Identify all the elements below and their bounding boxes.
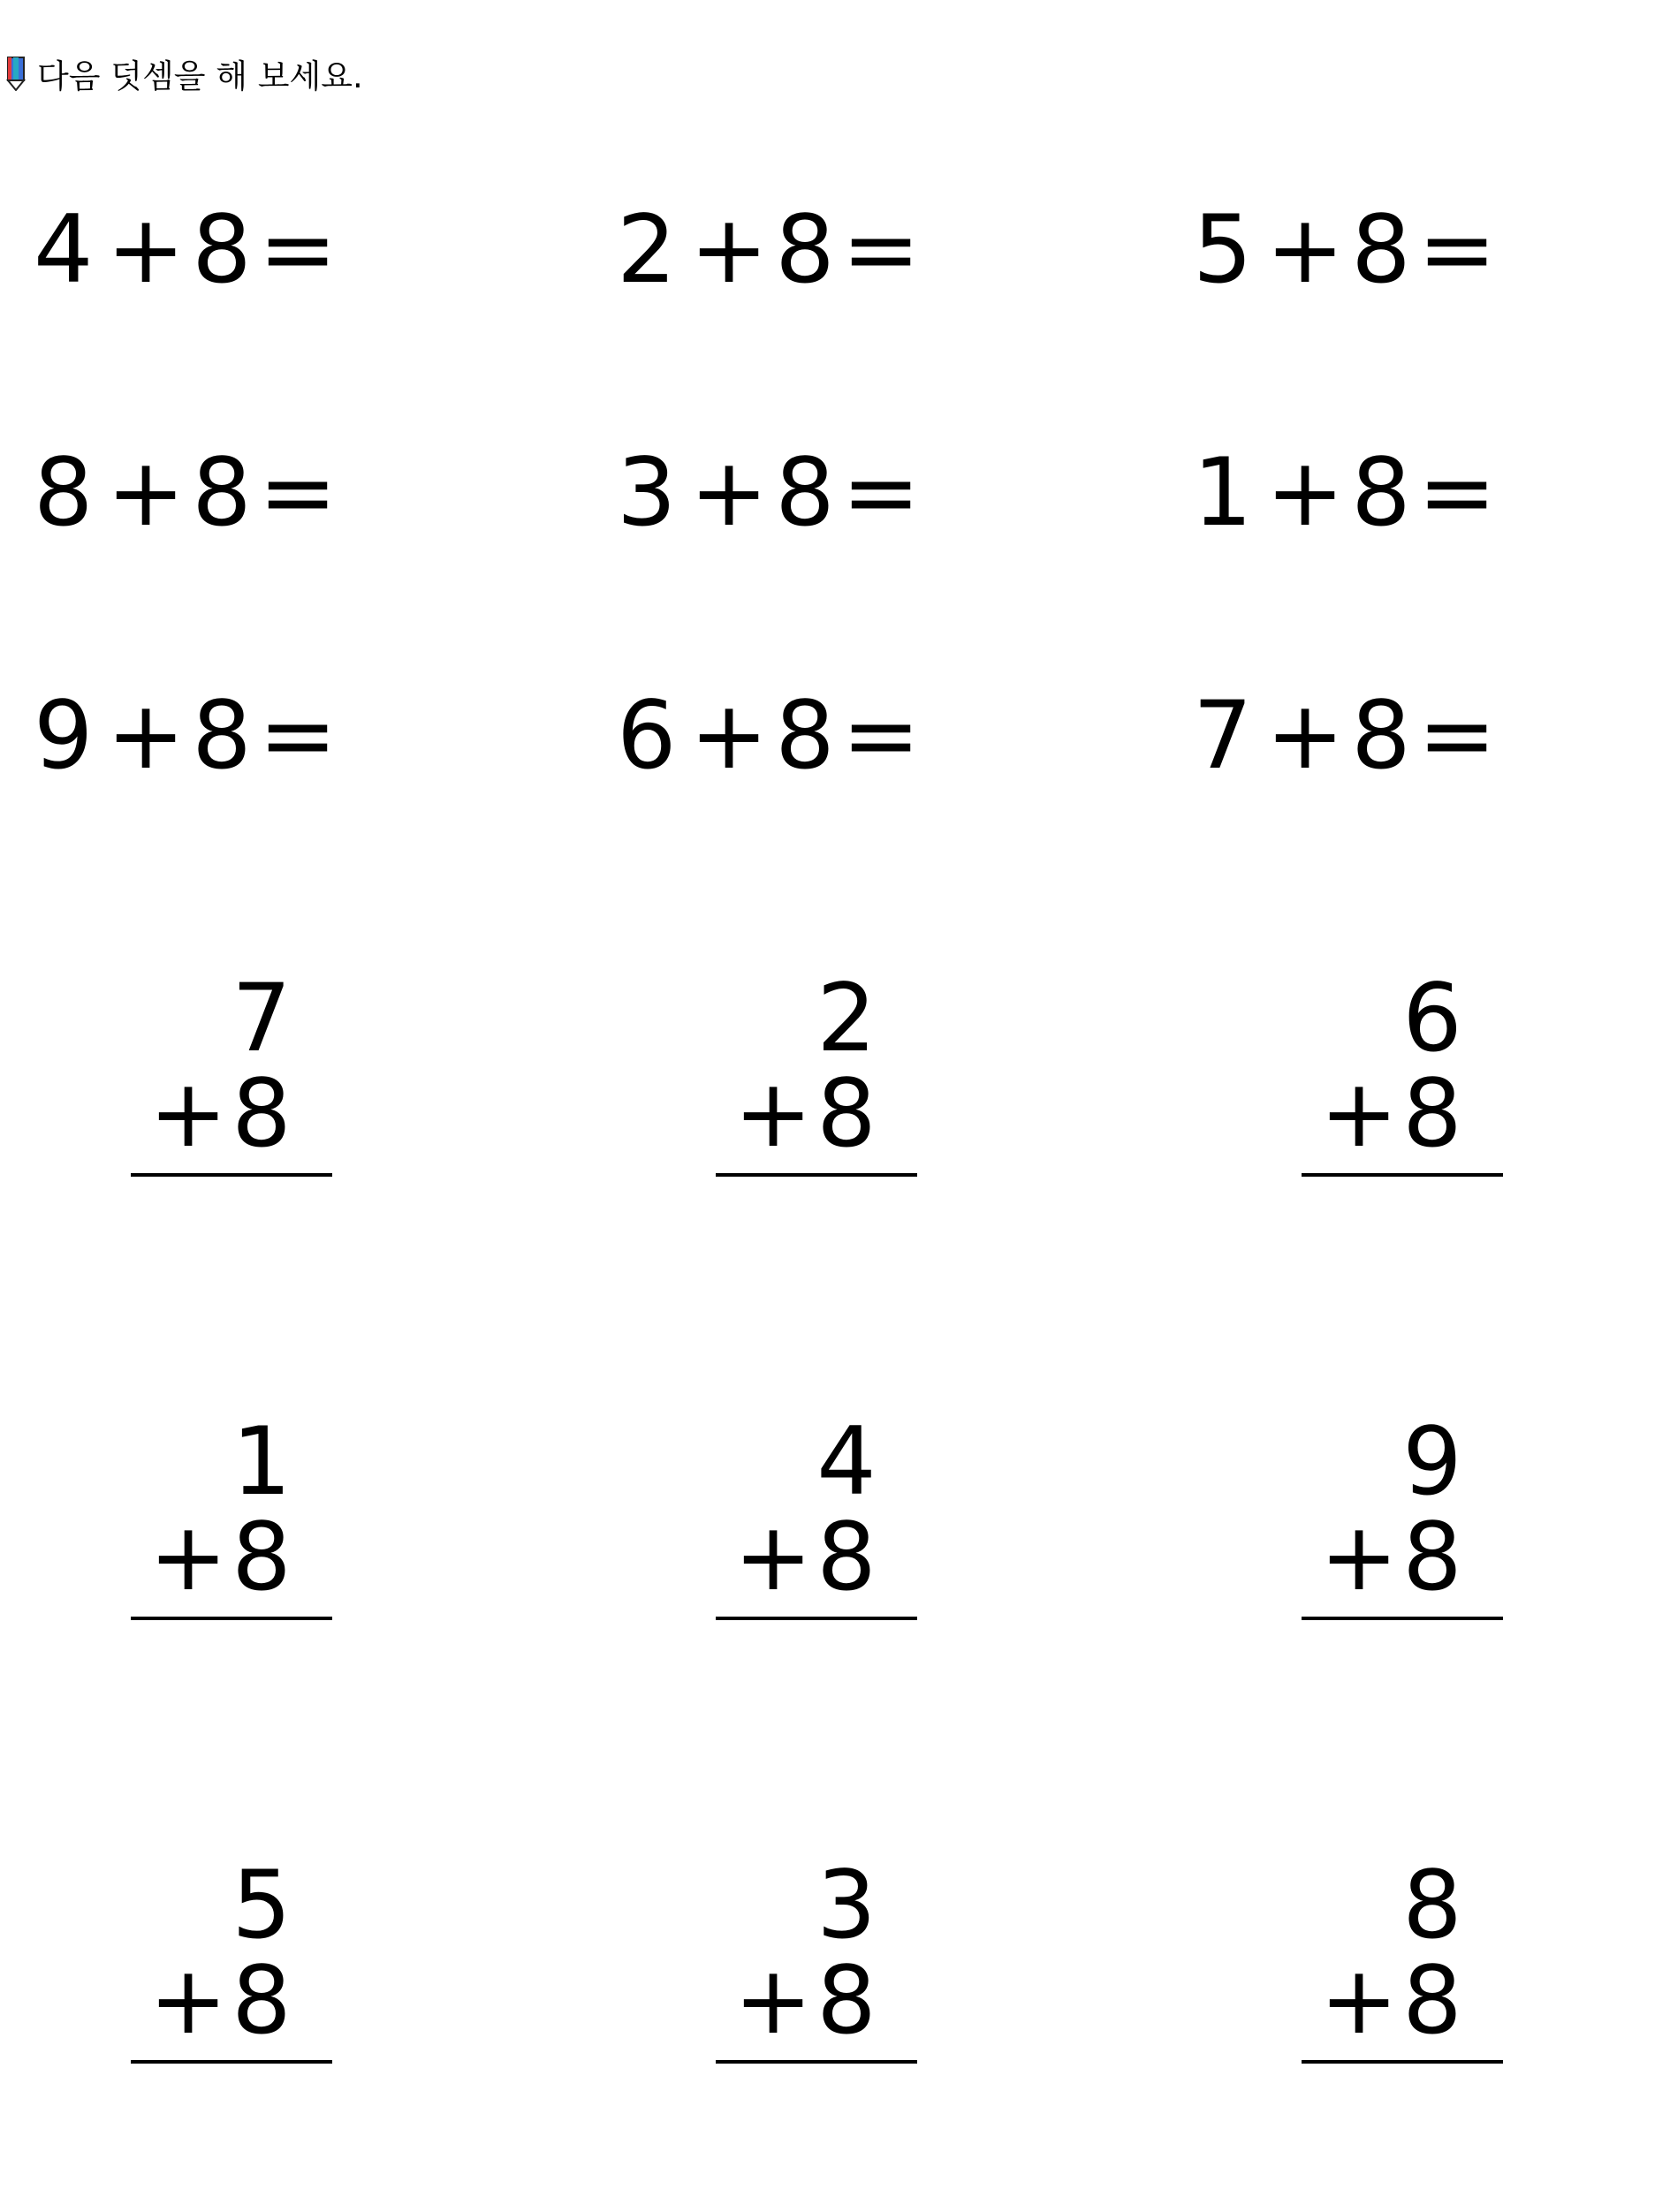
- addend-b: 8: [1351, 195, 1411, 304]
- plus-sign: +: [1319, 1059, 1399, 1168]
- answer-line: [716, 1617, 917, 1620]
- answer-line: [131, 1173, 332, 1177]
- equals-sign: =: [1417, 438, 1497, 547]
- horizontal-problem: [34, 681, 338, 790]
- addend-a: 7: [1193, 681, 1253, 790]
- addend-a: 2: [617, 195, 677, 304]
- addend-b: 8: [192, 681, 252, 790]
- top-addend: 8: [1402, 1851, 1462, 1959]
- top-addend: 3: [816, 1851, 877, 1959]
- plus-sign: +: [148, 1946, 228, 2055]
- equals-sign: =: [1417, 195, 1497, 304]
- horizontal-problem: [617, 195, 921, 304]
- vertical-problem: [1302, 964, 1503, 1193]
- plus-sign: +: [689, 438, 769, 547]
- vertical-problem: [716, 964, 917, 1193]
- plus-sign: +: [1265, 438, 1345, 547]
- equals-sign: =: [258, 195, 338, 304]
- addend-a: 9: [34, 681, 94, 790]
- addend-b: 8: [1351, 438, 1411, 547]
- vertical-problem: [716, 1851, 917, 2079]
- pencil-icon: [5, 56, 27, 91]
- top-addend: 4: [816, 1407, 877, 1516]
- horizontal-problem: [1193, 438, 1497, 547]
- vertical-problem: [131, 964, 332, 1193]
- vertical-problem: [1302, 1407, 1503, 1636]
- equals-sign: =: [841, 195, 921, 304]
- plus-sign: +: [1265, 195, 1345, 304]
- equals-sign: =: [258, 681, 338, 790]
- addend-b: 8: [775, 438, 835, 547]
- horizontal-problem: [1193, 195, 1497, 304]
- answer-line: [131, 2060, 332, 2064]
- bottom-addend: 8: [816, 1059, 877, 1168]
- addend-a: 4: [34, 195, 94, 304]
- equals-sign: =: [258, 438, 338, 547]
- plus-sign: +: [106, 195, 186, 304]
- equals-sign: =: [841, 438, 921, 547]
- top-addend: 1: [232, 1407, 292, 1516]
- vertical-problem: [131, 1407, 332, 1636]
- answer-line: [716, 1173, 917, 1177]
- answer-line: [131, 1617, 332, 1620]
- equals-sign: =: [1417, 681, 1497, 790]
- addend-b: 8: [775, 681, 835, 790]
- plus-sign: +: [148, 1503, 228, 1611]
- vertical-problem: [1302, 1851, 1503, 2079]
- horizontal-problem: [34, 195, 338, 304]
- addend-a: 3: [617, 438, 677, 547]
- answer-line: [1302, 1617, 1503, 1620]
- plus-sign: +: [689, 195, 769, 304]
- vertical-problem: [131, 1851, 332, 2079]
- bottom-addend: 8: [1402, 1059, 1462, 1168]
- addend-b: 8: [192, 438, 252, 547]
- plus-sign: +: [733, 1059, 813, 1168]
- addend-b: 8: [192, 195, 252, 304]
- plus-sign: +: [148, 1059, 228, 1168]
- bottom-addend: 8: [1402, 1503, 1462, 1611]
- plus-sign: +: [1319, 1503, 1399, 1611]
- addend-a: 5: [1193, 195, 1253, 304]
- addend-b: 8: [1351, 681, 1411, 790]
- plus-sign: +: [689, 681, 769, 790]
- instruction-text: 다음 덧셈을 해 보세요.: [37, 57, 363, 95]
- plus-sign: +: [106, 438, 186, 547]
- bottom-addend: 8: [232, 1946, 292, 2055]
- addend-b: 8: [775, 195, 835, 304]
- equals-sign: =: [841, 681, 921, 790]
- addend-a: 8: [34, 438, 94, 547]
- bottom-addend: 8: [816, 1503, 877, 1611]
- plus-sign: +: [106, 681, 186, 790]
- horizontal-problem: [1193, 681, 1497, 790]
- top-addend: 5: [232, 1851, 292, 1959]
- plus-sign: +: [733, 1503, 813, 1611]
- plus-sign: +: [1265, 681, 1345, 790]
- top-addend: 2: [816, 964, 877, 1072]
- answer-line: [716, 2060, 917, 2064]
- plus-sign: +: [1319, 1946, 1399, 2055]
- answer-line: [1302, 2060, 1503, 2064]
- top-addend: 7: [232, 964, 292, 1072]
- horizontal-problem: [617, 681, 921, 790]
- vertical-problem: [716, 1407, 917, 1636]
- top-addend: 9: [1402, 1407, 1462, 1516]
- bottom-addend: 8: [232, 1503, 292, 1611]
- answer-line: [1302, 1173, 1503, 1177]
- top-addend: 6: [1402, 964, 1462, 1072]
- horizontal-problem: [34, 438, 338, 547]
- bottom-addend: 8: [816, 1946, 877, 2055]
- addend-a: 1: [1193, 438, 1253, 547]
- addend-a: 6: [617, 681, 677, 790]
- bottom-addend: 8: [232, 1059, 292, 1168]
- horizontal-problem: [617, 438, 921, 547]
- bottom-addend: 8: [1402, 1946, 1462, 2055]
- plus-sign: +: [733, 1946, 813, 2055]
- instruction: [5, 51, 363, 95]
